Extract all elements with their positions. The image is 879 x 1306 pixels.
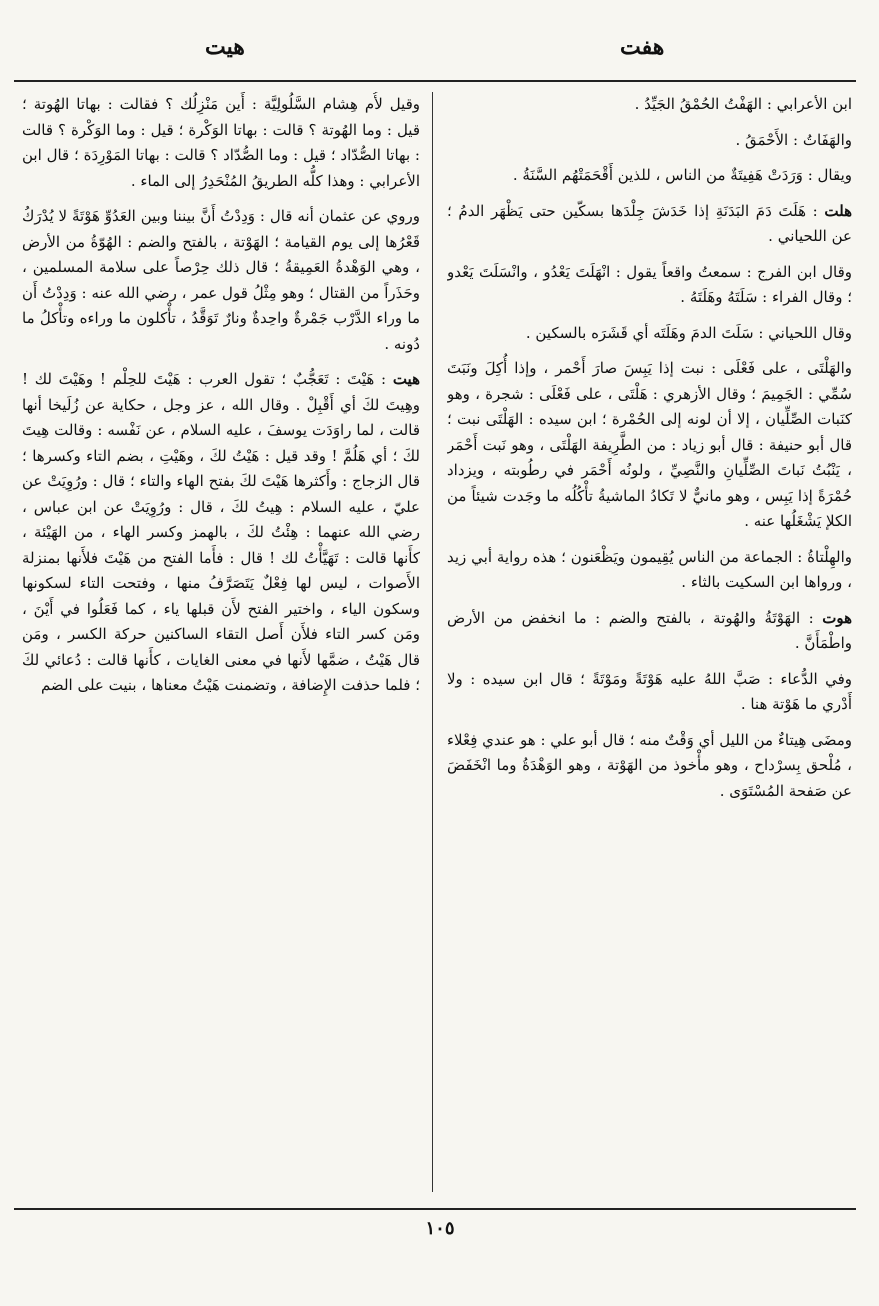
header-left-word: هيت — [205, 34, 245, 60]
entry-text: ابن الأعرابي : الهَفْتُ الحُمْقُ الجَيِّدُ . — [634, 95, 852, 113]
entry-text: : هَلَتَ دَمَ البَدَنَةِ إذا خَدَشَ جِلْدَها بسكّين حتى يَظْهَر الدمُ ؛ عن اللحياني . — [447, 201, 852, 245]
entry-paragraph — [447, 260, 852, 311]
entry-paragraph — [447, 199, 852, 250]
entry-paragraph — [447, 356, 852, 535]
entry-paragraph — [447, 545, 852, 596]
entry-text: وقيل لأُم هِشام السَّلُولِيَّة : أَين مَنْزِلُك ؟ فقالت : بهاتا الهُوتة ؛ قيل : وما الهُوتة ؟ قالت : بهاتا الوَكْرة ؛ قيل : وما الوَكْرة ؟ قالت : بهاتا الصُّدّاد ؛ قيل : وما الصُّدّاد ؟ قالت : بهاتا المَوْرِدَة ؛ قال ابن الأعرابي : وهذا كلُّه الطريقُ المُنْحَدِرُ إلى الماء . — [22, 95, 420, 190]
entry-paragraph — [447, 606, 852, 657]
entry-text: وفي الدُّعاء : صَبَّ اللهُ عليه هَوْتَةً ومَوْتَةً ؛ قال ابن سيده : ولا أَدْري ما هَوْتة هنا . — [447, 669, 852, 713]
entry-paragraph — [22, 92, 420, 194]
entry-headword: هيت — [392, 370, 420, 388]
page-number: ١٠٥ — [425, 1218, 455, 1239]
column-divider — [432, 92, 433, 1192]
entry-text: والهِلْتاةُ : الجماعة من الناس يُقِيمون ويَظْعَنون ؛ هذه رواية أبي زيد ، ورواها ابن السكيت بالثاء . — [447, 547, 852, 591]
entry-paragraph — [22, 204, 420, 357]
entry-paragraph — [447, 321, 852, 347]
header-right-word: هفت — [620, 34, 665, 60]
entry-text: : الهَوْتَةُ والهُوتة ، بالفتح والضم : ما انخفض من الأرض واطْمَأَنَّ . — [447, 608, 852, 652]
top-rule — [14, 80, 856, 82]
entry-text: وقال اللحياني : سَلَتَ الدمَ وهَلَتَه أي قَشَرَه بالسكين . — [525, 323, 852, 342]
entry-paragraph — [447, 92, 852, 118]
entry-text: ومضَى هِيتاءٌ من الليل أي وَقْتٌ منه ؛ قال أبو علي : هو عندي فِعْلاء ، مُلْحق بِسرْداح ، وهو مأْخوذ من الهَوْتة ، وهو الوَهْدَةُ وما انْخَفَضَ عن صَفحة المُسْتَوَى . — [447, 730, 852, 800]
entry-paragraph — [447, 728, 852, 805]
entry-text: والهَلْتَى ، على فَعْلَى : نبت إذا يَبِسَ صارَ أَحْمر ، وإذا أُكِلَ ونَبَتَ سُمِّي : الجَمِيمَ ؛ وقال الأزهري : هَلْتَى ، على فَعْلَى : شجرة ، وهو كنَبات الصِّلِّيان ، إلا أن لونه إلى الحُمْرة ؛ ابن سيده : الهَلْتَى نبت ؛ قال أبو حنيفة : قال أبو زياد : من الطَّرِيفة الهَلْتَى ، وهو نَبت أَحْمَر ، يَنْبُتُ نَباتَ الصِّلِّيانِ والنَّصِيِّ ، ولونُه أَحْمَر في رطُوبته ، ويزداد حُمْرَةً إذا يَبِس ، وهو مانيٌّ لا تَكادُ الماشيةُ تأْكُلُه ما وجَدت شيئاً من الكلإ يَشْغَلُها عنه . — [447, 359, 852, 530]
entry-text: وروي عن عثمان أنه قال : وَدِدْتُ أَنَّ بيننا وبين العَدُوِّ هَوْتَةً لا يُدْرَكُ قَعْرُها إلى يوم القيامة ؛ الهَوْتة ، بالفتح والضم : الهُوّةُ من الأرض ، وهي الوَهْدةُ العَمِيقةُ ؛ قال ذلك حِرْصاً على سلامة المسلمين ، وحَذَراً من القتال ؛ وهو مِثْلُ قول عمر ، رضي الله عنه : وَدِدْتُ أَن ما وراء الدَّرْب جَمْرةٌ واحِدةٌ ونارٌ تَوَقَّدُ ، تأْكلون ما وراءه وتأْكلُ ما دُونه . — [22, 207, 420, 353]
entry-text: والهَفَاتُ : الأَحْمَقُ . — [735, 130, 852, 149]
entry-paragraph — [22, 367, 420, 699]
left-column — [22, 92, 420, 1200]
entry-paragraph — [447, 163, 852, 189]
entry-paragraph — [447, 128, 852, 154]
entry-text: وقال ابن الفرج : سمعتُ واقعاً يقول : انْهَلَتَ يَعْدُو ، وانْسَلَتَ يَعْدو ؛ وقال الفراء : سَلَتَهُ وهَلَتَهُ . — [447, 262, 852, 306]
entry-text: : هَيْتَ : تَعَجُّبٌ ؛ تقول العرب : هَيْتَ للحِلْم ! وهَيْتَ لك ! وهِيتَ لكَ أي أَقْبِلْ . وقال الله ، عز وجل ، حكاية عن زُلَيخا أنها قالت ، لما راوَدَت يوسفَ ، عليه السلام ، عن نَفْسه : وقالت هِيتَ لكَ ؛ أي هَلُمَّ ! وقد قيل : هَيْتُ لكَ ، وهَيْتِ ، بضم التاء وكسرها ؛ قال الزجاج : وأَكثرها هَيْتَ لكَ بفتح الهاء والتاء ؛ قال : ورُوِيَتْ عن عليّ ، عليه السلام : هِيتُ لكَ ، قال : ورُوِيَتْ عن ابن عباس ، رضي الله عنهما : هِئْتُ لكَ ، بالهمز وكسر الهاء ، من الهَيْئة ، كأَنها قالت : تَهَيَّأْتُ لك ! قال : فأَما الفتح من هَيْتَ فلأَنها بمنزلة الأَصوات ، ليس لها فِعْلٌ يَتَصَرَّفُ منها ، وفتحت التاء لسكونها وسكون الياء ، واختير الفتح لأَن قبلها ياء ، كما فَعَلُوا في أَيْنَ ، ومَن كسر التاء فلأَن أَصل التقاء الساكنين حركة الكسر ، ومَن قال هَيْتُ ، ضمَّها لأَنها في معنى الغايات ، كأَنها قالت : دُعائي لكَ ؛ فلما حذفت الإِضافة ، وتضمنت هَيْتُ معناها ، بنيت على الضم — [22, 370, 420, 694]
entry-headword: هلت — [824, 201, 852, 220]
right-column — [447, 92, 852, 1200]
entry-paragraph — [447, 667, 852, 718]
bottom-rule — [14, 1208, 856, 1210]
entry-text: ويقال : وَرَدَتْ هَفِيتَةٌ من الناس ، للذين أَقْحَمَتْهُم السَّنَةُ . — [512, 166, 852, 184]
entry-headword: هوت — [822, 608, 852, 627]
